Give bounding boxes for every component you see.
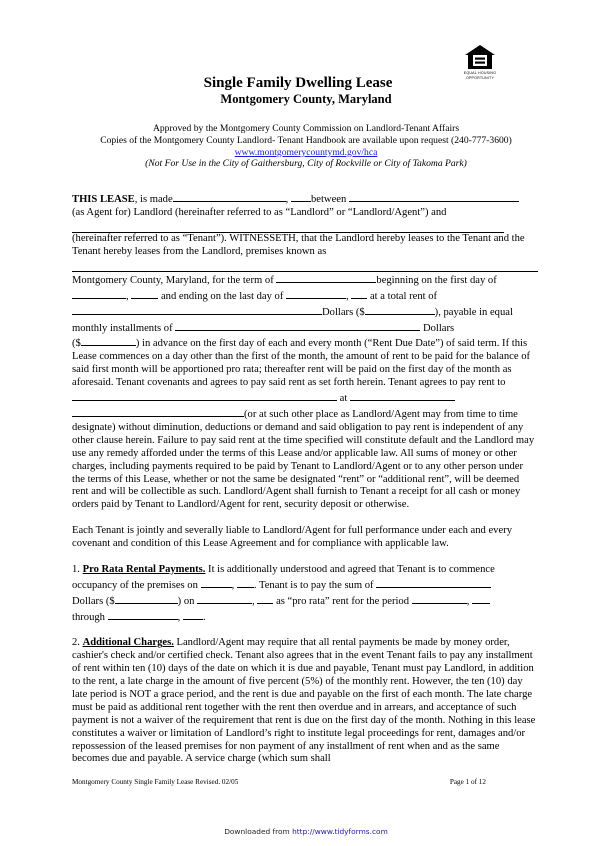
section-heading: Additional Charges. [82, 637, 174, 649]
footer-revision: Montgomery County Single Family Lease Revised. 02/05 [72, 778, 239, 787]
end-year-blank[interactable] [351, 288, 367, 299]
handbook-note: Copies of the Montgomery County Landlord- Tenant Handbook are available upon request (240-777-3600) [100, 134, 512, 146]
text: , [252, 595, 255, 607]
text: It is additionally understood and agreed that Tenant is to commence occupancy of the premises on [72, 563, 495, 591]
year-blank[interactable] [291, 191, 311, 202]
text: ) in advance on the first day of each and every month (“Rent Due Date”) of said term. If this Lease commences on a day other than the first of the month, the amount of rent to be paid for the balance of said first month will be apportioned pro rata; thereafter rent will be paid on the first day of the month as aforesaid. Tenant covenants and agrees to pay said rent as set forth herein. Tenant agrees to pay rent to [72, 338, 531, 389]
text: ($ [72, 338, 81, 350]
download-prefix: Downloaded from [224, 827, 293, 837]
document-subtitle: Montgomery County, Maryland [220, 92, 392, 106]
page-footer [72, 778, 540, 787]
total-rent-amount-blank[interactable] [365, 304, 435, 315]
total-rent-words-blank[interactable] [72, 304, 322, 315]
logo-caption-1: EQUAL HOUSING [463, 71, 497, 75]
period-start-year-blank[interactable] [472, 593, 490, 604]
payment-address-blank[interactable] [350, 390, 455, 401]
section-2-additional-charges [72, 637, 538, 766]
text: at [339, 393, 348, 405]
text: monthly installments of [72, 322, 173, 334]
occupancy-year-blank[interactable] [237, 577, 254, 588]
text: , [466, 595, 470, 607]
lease-intro [72, 191, 538, 220]
document-header [0, 44, 612, 118]
text: , [285, 194, 289, 206]
section-heading: Pro Rata Rental Payments. [82, 563, 206, 575]
approval-note: Approved by the Montgomery County Commission on Landlord-Tenant Affairs [152, 123, 460, 134]
lease-body [72, 191, 538, 766]
period-start-blank[interactable] [412, 593, 467, 604]
pro-rata-year-blank[interactable] [257, 593, 273, 604]
start-month-blank[interactable] [72, 288, 126, 299]
header-notes [0, 123, 612, 170]
text: Dollars [422, 322, 455, 334]
text: , [231, 579, 235, 591]
logo-caption-2: OPPORTUNITY [465, 76, 495, 80]
witnesseth-text: (hereinafter referred to as “Tenant”). WITNESSETH, that the Landlord hereby leases to the Tenant and the Tenant hereby leases from the Landlord, premises known as [72, 233, 525, 257]
text: (as Agent for) Landlord (hereinafter referred to as “Landlord” or “Landlord/Agent”) and [72, 207, 447, 219]
start-year-blank[interactable] [131, 288, 158, 299]
pro-rata-amount-blank[interactable] [115, 593, 178, 604]
occupancy-date-blank[interactable] [201, 577, 232, 588]
jurisdiction-note: (Not For Use in the City of Gaithersburg, City of Rockville or City of Takoma Park) [145, 158, 467, 170]
monthly-rent-words-blank[interactable] [175, 320, 420, 331]
text: and ending on the last day of [160, 290, 284, 302]
period-end-year-blank[interactable] [183, 609, 203, 620]
text: Landlord/Agent may require that all rental payments be made by money order, cashier's check and/or certified check. Tenant also agrees that in the event Tenant fails to pay any installment of rent within ten (10) days of the date on which it is due and payable, Tenant must pay Landlord, in addition to the rent, a late charge in the amount of five percent (5%) of the monthly rent. However, the ten (10) day late period is NOT a grace period, and the rent is due and payable on the first of each month. The late charge must be paid as additional rent together with the rent then overdue and in arrears, and acceptance of such payment is not a waiver of the requirement that rent is due on the first day of the month. Nothing in this lease constitutes a waiver or limitation of Landlord’s right to institute legal proceedings for rent, damages and/or repossession of the leased premises for non payment of any installment of rent when and as the same becomes due and payable. A service charge (which sum shall [72, 637, 536, 765]
joint-liability-paragraph: Each Tenant is jointly and severally liable to Landlord/Agent for full performance under each and every covenant and condition of this Lease Agreement and for compliance with applicable law. [72, 525, 513, 550]
end-month-blank[interactable] [286, 288, 346, 299]
text: . [202, 611, 206, 623]
payment-address-line2-blank[interactable] [72, 406, 244, 417]
document-title: Single Family Dwelling Lease [203, 75, 393, 91]
section-number: 2. [72, 637, 80, 649]
text: at a total rent of [369, 290, 438, 302]
date-blank[interactable] [173, 191, 286, 202]
download-notice [0, 827, 612, 836]
section-number: 1. [72, 563, 80, 575]
text: ) on [177, 595, 195, 607]
monthly-rent-amount-blank[interactable] [81, 335, 136, 346]
pro-rata-date-blank[interactable] [197, 593, 252, 604]
page-number: Page 1 of 12 [449, 778, 486, 787]
landlord-name-blank[interactable] [349, 191, 519, 202]
website-link[interactable]: www.montgomerycountymd.gov/hca [234, 146, 378, 158]
lease-lead: THIS LEASE [72, 194, 135, 206]
text: through [72, 611, 105, 623]
text: Dollars ($ [322, 306, 365, 318]
premises-address-blank[interactable] [72, 259, 538, 272]
text: beginning on the first day of [376, 274, 497, 286]
text: Montgomery County, Maryland, for the term of [72, 274, 274, 286]
title-block [0, 74, 612, 107]
text: ), payable in equal [434, 306, 513, 318]
payee-blank[interactable] [72, 390, 337, 401]
text: as “pro rata” rent for the period [276, 595, 410, 607]
download-link[interactable]: http://www.tidyforms.com [292, 827, 388, 837]
term-blank[interactable] [276, 272, 376, 283]
text: (or at such other place as Landlord/Agent may from time to time designate) without diminution, deductions or demand and said obligation to pay rent is independent of any other clause herein. Failure to pay said rent at the time specified will constitute default and the Landlord may use any remedy afforded under the terms of this Lease and/or applicable law. All sums of money or other charges, including payments required to be paid by Tenant to Landlord/Agent or to any other person under the terms of this Lease, whether or not the same be designated “rent” or “additional rent”, will be deemed rent and will be collectible as such. Landlord/Agent shall furnish to Tenant a receipt for all cash or money orders paid by Tenant to Landlord/Agent for rent, security deposit or otherwise. [72, 408, 535, 511]
pro-rata-sum-blank[interactable] [376, 577, 491, 588]
text: , [177, 611, 181, 623]
section-1-pro-rata [72, 564, 538, 625]
text: between [310, 194, 347, 206]
text: Dollars ($ [72, 595, 115, 607]
text: . Tenant is to pay the sum of [253, 579, 374, 591]
tenant-name-blank[interactable] [72, 220, 504, 233]
period-end-blank[interactable] [108, 609, 178, 620]
text: , is made [134, 194, 173, 206]
text: , [346, 290, 349, 302]
equal-housing-opportunity-icon [464, 44, 496, 70]
term-paragraph [72, 272, 538, 512]
text: , [126, 290, 129, 302]
